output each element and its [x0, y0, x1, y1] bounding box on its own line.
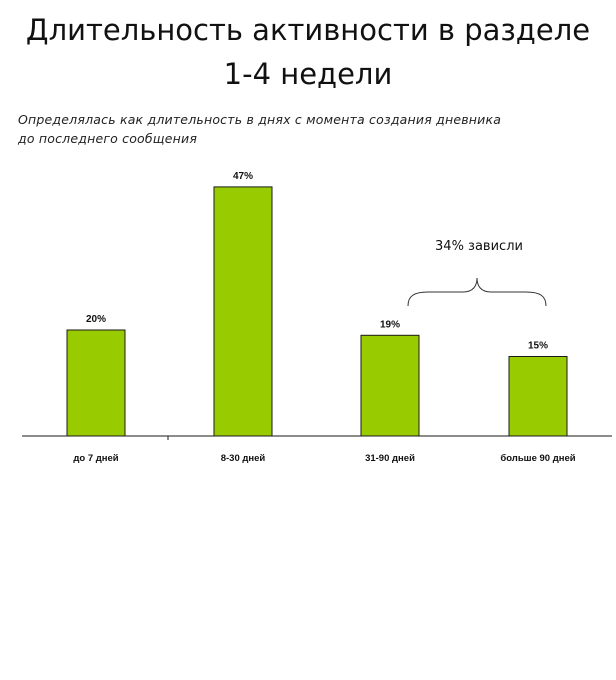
bar-2 — [214, 187, 272, 436]
bar-3 — [361, 335, 419, 436]
data-label-2: 47% — [232, 170, 254, 182]
bar-1 — [67, 330, 125, 436]
bar-4 — [509, 357, 567, 437]
chart-subtitle-line2: до последнего сообщения — [18, 131, 198, 146]
x-tick-label-2: 8-30 дней — [220, 453, 266, 464]
x-tick-label-1: до 7 дней — [73, 453, 119, 464]
data-label-3: 19% — [379, 319, 401, 331]
x-tick-label-3: 31-90 дней — [365, 453, 415, 464]
data-label-1: 20% — [85, 314, 107, 325]
data-label-4: 15% — [527, 340, 549, 352]
annotation-brace — [408, 278, 546, 306]
chart-subtitle-line1: Определялась как длительность в днях с момента создания дневника — [18, 112, 502, 127]
bars-group — [67, 171, 576, 464]
annotation-text: 34% зависли — [435, 239, 523, 254]
chart-title-line1: Длительность активности в разделе — [25, 13, 591, 47]
annotation-group — [408, 239, 546, 306]
chart-title-line2: 1-4 недели — [223, 57, 393, 91]
x-tick-label-4: больше 90 дней — [500, 453, 576, 464]
